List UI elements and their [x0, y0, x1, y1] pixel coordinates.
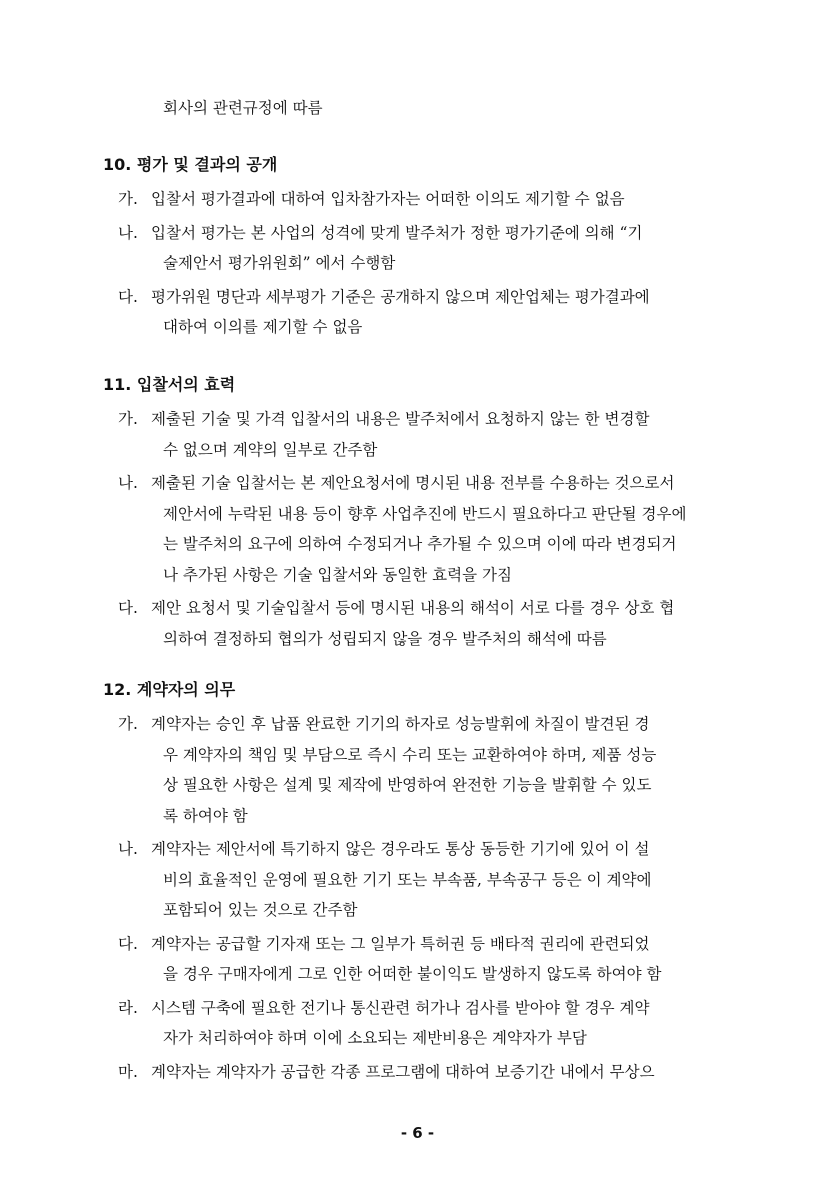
item-text	[151, 593, 763, 654]
list-item	[103, 993, 763, 1054]
list-item	[103, 184, 763, 215]
item-marker: 가.	[118, 410, 138, 428]
list-item	[103, 218, 763, 279]
item-text-line: 우 계약자의 책임 및 부담으로 즉시 수리 또는 교환하여야 하며, 제품 성능	[163, 745, 657, 764]
item-text-line: 계약자는 제안서에 특기하지 않은 경우라도 통상 동등한 기기에 있어 이 설	[151, 840, 650, 858]
item-text-line: 대하여 이의를 제기할 수 없음	[163, 318, 363, 336]
item-text-line: 포함되어 있는 것으로 간주함	[163, 901, 358, 919]
item-text-line: 록 하여야 함	[163, 806, 248, 825]
item-text-line: 시스템 구축에 필요한 전기나 통신관련 허가나 검사를 받아야 할 경우 계약	[151, 998, 650, 1017]
item-text-line: 술제안서 평가위원회” 에서 수행함	[163, 254, 396, 272]
item-marker: 라.	[118, 998, 138, 1017]
item-text	[151, 1057, 763, 1088]
list-item	[103, 468, 763, 590]
item-text-line: 는 발주처의 요구에 의하여 수정되거나 추가될 수 있으며 이에 따라 변경되거	[163, 535, 677, 553]
item-text-line: 계약자는 승인 후 납품 완료한 기기의 하자로 성능발휘에 차질이 발견된 경	[151, 715, 650, 733]
item-text-line: 계약자는 공급할 기자재 또는 그 일부가 특허권 등 배타적 권리에 관련되었	[151, 934, 650, 953]
item-text-line: 제출된 기술 입찰서는 본 제안요청서에 명시된 내용 전부를 수용하는 것으로서	[151, 474, 675, 492]
item-text	[151, 282, 763, 343]
list-item	[103, 282, 763, 343]
page-number: - 6 -	[400, 1124, 435, 1142]
list-item	[103, 1057, 763, 1088]
section-10-evaluation	[103, 150, 763, 346]
item-text-line: 입찰서 평가결과에 대하여 입차참가자는 어떠한 이의도 제기할 수 없음	[151, 190, 625, 208]
item-marker: 마.	[118, 1062, 138, 1081]
item-text-line: 평가위원 명단과 세부평가 기준은 공개하지 않으며 제안업체는 평가결과에	[151, 287, 650, 306]
item-marker: 나.	[118, 223, 138, 242]
item-text-line: 계약자는 계약자가 공급한 각종 프로그램에 대하여 보증기간 내에서 무상으	[151, 1062, 655, 1081]
item-marker: 가.	[118, 190, 138, 208]
item-text-line: 제출된 기술 및 가격 입찰서의 내용은 발주처에서 요청하지 않는 한 변경할	[151, 410, 650, 428]
item-text-line: 입찰서 평가는 본 사업의 성격에 맞게 발주처가 정한 평가기준에 의해 “기	[151, 223, 643, 242]
item-text	[151, 709, 763, 831]
item-text	[151, 834, 763, 926]
item-text-line: 비의 효율적인 운영에 필요한 기기 또는 부속품, 부속공구 등은 이 계약에	[163, 870, 652, 889]
item-marker: 나.	[118, 840, 138, 858]
item-marker: 다.	[118, 599, 138, 617]
item-text-line: 을 경우 구매자에게 그로 인한 어떠한 불이익도 발생하지 않도록 하여야 함	[163, 965, 662, 983]
item-text	[151, 218, 763, 279]
item-text	[151, 184, 763, 215]
list-item	[103, 593, 763, 654]
section-heading: 10. 평가 및 결과의 공개	[103, 155, 278, 174]
item-marker: 다.	[118, 287, 138, 306]
list-item	[103, 709, 763, 831]
list-item	[103, 929, 763, 990]
item-text-line: 자가 처리하여야 하며 이에 소요되는 제반비용은 계약자가 부담	[163, 1029, 587, 1047]
item-text	[151, 404, 763, 465]
list-item	[103, 834, 763, 926]
item-text-line: 의하여 결정하되 협의가 성립되지 않을 경우 발주처의 해석에 따름	[163, 629, 607, 648]
item-marker: 나.	[118, 474, 138, 492]
item-marker: 다.	[118, 934, 138, 953]
item-text-line: 상 필요한 사항은 설계 및 제작에 반영하여 완전한 기능을 발휘할 수 있도	[163, 776, 652, 794]
list-item	[103, 404, 763, 465]
section-heading: 11. 입찰서의 효력	[103, 375, 236, 394]
carryover-text: 회사의 관련규정에 따름	[163, 99, 323, 117]
item-text-line: 제안 요청서 및 기술입찰서 등에 명시된 내용의 해석이 서로 다를 경우 상호 협	[151, 599, 675, 617]
item-marker: 가.	[118, 715, 138, 733]
item-text	[151, 929, 763, 990]
item-text-line: 나 추가된 사항은 기술 입찰서와 동일한 효력을 가짐	[163, 565, 512, 584]
section-heading: 12. 계약자의 의무	[103, 680, 236, 699]
section-12-contractor-duties	[103, 675, 763, 1090]
section-11-bid-validity	[103, 370, 763, 657]
item-text	[151, 993, 763, 1054]
item-text	[151, 468, 763, 590]
item-text-line: 제안서에 누락된 내용 등이 향후 사업추진에 반드시 필요하다고 판단될 경우에	[163, 504, 687, 523]
item-text-line: 수 없으며 계약의 일부로 간주함	[163, 440, 378, 459]
